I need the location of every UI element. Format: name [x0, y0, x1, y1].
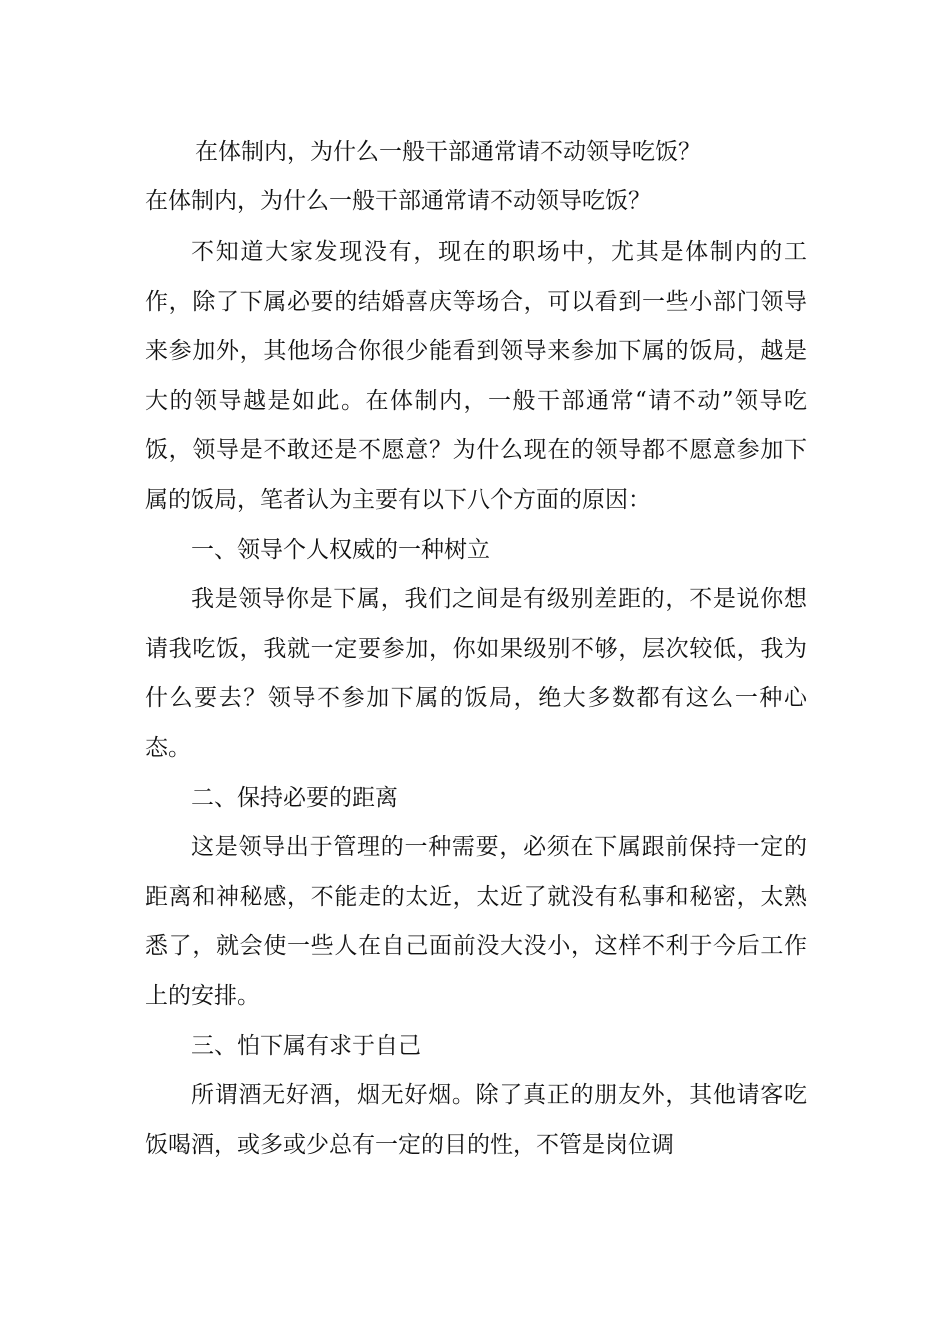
paragraph-intro: 不知道大家发现没有，现在的职场中，尤其是体制内的工作，除了下属必要的结婚喜庆等场合，可以看到一些小部门领导来参加外，其他场合你很少能看到领导来参加下属的饭局，越是大的领导越是如此。在体制内，一般干部通常“请不动”领导吃饭，领导是不敢还是不愿意？为什么现在的领导都不愿意参加下属的饭局，笔者认为主要有以下八个方面的原因：: [145, 239, 807, 513]
paragraph-section-3: 所谓酒无好酒，烟无好烟。除了真正的朋友外，其他请客吃饭喝酒，或多或少总有一定的目的性，不管是岗位调: [145, 1082, 807, 1158]
section-heading-3: 三、怕下属有求于自己: [191, 1032, 421, 1059]
paragraph-section-1: 我是领导你是下属，我们之间是有级别差距的，不是说你想请我吃饭，我就一定要参加，你如果级别不够，层次较低，我为什么要去？领导不参加下属的饭局，绝大多数都有这么一种心态。: [145, 586, 807, 761]
document-body: [145, 228, 807, 1170]
document-title: 在体制内，为什么一般干部通常请不动领导吃饭？: [195, 139, 701, 165]
paragraph-section-2: 这是领导出于管理的一种需要，必须在下属跟前保持一定的距离和神秘感，不能走的太近，太近了就没有私事和秘密，太熟悉了，就会使一些人在自己面前没大没小，这样不利于今后工作上的安排。: [145, 834, 807, 1009]
document-subtitle: 在体制内，为什么一般干部通常请不动领导吃饭？: [145, 188, 651, 214]
section-heading-1: 一、领导个人权威的一种树立: [191, 536, 490, 563]
section-heading-2: 二、保持必要的距离: [191, 784, 398, 811]
